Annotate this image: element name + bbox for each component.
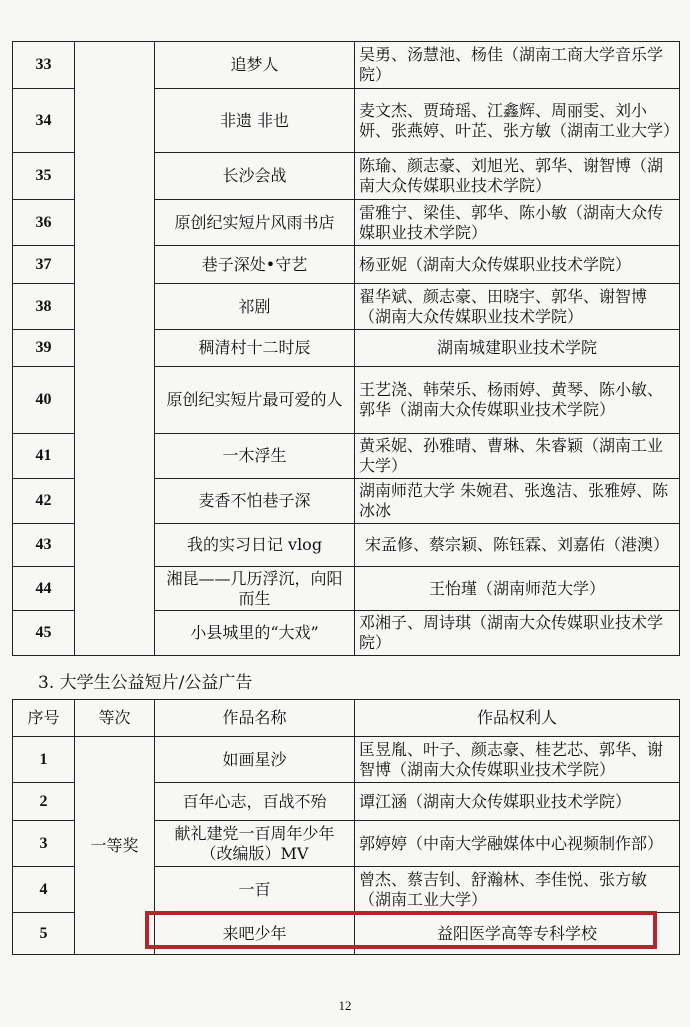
work-title: 一百 (155, 867, 355, 913)
work-owner: 雷雅宁、梁佳、郭华、陈小敏（湖南大众传媒职业技术学院） (355, 200, 680, 246)
row-number: 3 (13, 821, 75, 867)
work-owner: 益阳医学高等专科学校 (355, 913, 680, 955)
work-title: 小县城里的“大戏” (155, 611, 355, 656)
work-owner: 陈瑜、颜志豪、刘旭光、郭华、谢智博（湖南大众传媒职业技术学院） (355, 153, 680, 200)
work-title: 追梦人 (155, 42, 355, 89)
page-number: 12 (338, 998, 352, 1013)
work-owner: 翟华斌、颜志豪、田晓宇、郭华、谢智博（湖南大众传媒职业技术学院） (355, 284, 680, 330)
work-owner: 邓湘子、周诗琪（湖南大众传媒职业技术学院） (355, 611, 680, 656)
work-owner: 郭婷婷（中南大学融媒体中心视频制作部） (355, 821, 680, 867)
work-title: 献礼建党一百周年少年（改编版）MV (155, 821, 355, 867)
row-number: 2 (13, 783, 75, 821)
work-owner: 谭江涵（湖南大众传媒职业技术学院） (355, 783, 680, 821)
header-work-owner: 作品权利人 (355, 700, 680, 737)
header-no: 序号 (13, 700, 75, 737)
work-owner: 湖南师范大学 朱婉君、张逸洁、张雅婷、陈冰冰 (355, 479, 680, 524)
work-title: 长沙会战 (155, 153, 355, 200)
work-title: 如画星沙 (155, 737, 355, 783)
work-title: 非遗 非也 (155, 89, 355, 153)
work-title: 来吧少年 (155, 913, 355, 955)
row-number: 38 (13, 284, 75, 330)
work-owner: 曾杰、蔡吉钊、舒瀚林、李佳悦、张方敏（湖南工业大学） (355, 867, 680, 913)
header-grade: 等次 (75, 700, 155, 737)
work-title: 祁剧 (155, 284, 355, 330)
work-title: 原创纪实短片风雨书店 (155, 200, 355, 246)
work-title: 巷子深处•守艺 (155, 246, 355, 284)
section-heading: 3. 大学生公益短片/公益广告 (38, 673, 253, 693)
work-owner: 吴勇、汤慧池、杨佳（湖南工商大学音乐学院） (355, 42, 680, 89)
row-number: 34 (13, 89, 75, 153)
work-title: 湘昆——几历浮沉，向阳而生 (155, 567, 355, 611)
row-number: 43 (13, 524, 75, 567)
grade-cell: 一等奖 (75, 737, 155, 955)
work-owner: 王艺浇、韩荣乐、杨雨婷、黄琴、陈小敏、郭华（湖南大众传媒职业技术学院） (355, 367, 680, 434)
row-number: 1 (13, 737, 75, 783)
row-number: 4 (13, 867, 75, 913)
work-owner: 匡昱胤、叶子、颜志豪、桂艺芯、郭华、谢智博（湖南大众传媒职业技术学院） (355, 737, 680, 783)
row-number: 37 (13, 246, 75, 284)
work-owner: 麦文杰、贾琦瑶、江鑫辉、周丽雯、刘小妍、张燕婷、叶芷、张方敏（湖南工业大学） (355, 89, 680, 153)
table-row (13, 42, 680, 89)
row-number: 45 (13, 611, 75, 656)
work-title: 一木浮生 (155, 434, 355, 479)
highlight-box (145, 911, 657, 949)
table-row (13, 737, 680, 783)
work-title: 原创纪实短片最可爱的人 (155, 367, 355, 434)
work-owner: 杨亚妮（湖南大众传媒职业技术学院） (355, 246, 680, 284)
row-number: 33 (13, 42, 75, 89)
work-owner: 宋孟修、蔡宗颖、陈钰霖、刘嘉佑（港澳） (355, 524, 680, 567)
row-number: 41 (13, 434, 75, 479)
row-number: 5 (13, 913, 75, 955)
row-number: 40 (13, 367, 75, 434)
work-title: 我的实习日记 vlog (155, 524, 355, 567)
awards-table-continued (12, 41, 680, 656)
row-number: 36 (13, 200, 75, 246)
row-number: 42 (13, 479, 75, 524)
work-owner: 湖南城建职业技术学院 (355, 330, 680, 367)
header-work-title: 作品名称 (155, 700, 355, 737)
grade-cell-blank (75, 42, 155, 656)
work-title: 稠清村十二时辰 (155, 330, 355, 367)
work-title: 百年心志，百战不殆 (155, 783, 355, 821)
work-owner: 王怡瑾（湖南师范大学） (355, 567, 680, 611)
work-title: 麦香不怕巷子深 (155, 479, 355, 524)
row-number: 35 (13, 153, 75, 200)
work-owner: 黄采妮、孙雅晴、曹琳、朱睿颖（湖南工业大学） (355, 434, 680, 479)
table-header-row (13, 700, 680, 737)
row-number: 39 (13, 330, 75, 367)
row-number: 44 (13, 567, 75, 611)
